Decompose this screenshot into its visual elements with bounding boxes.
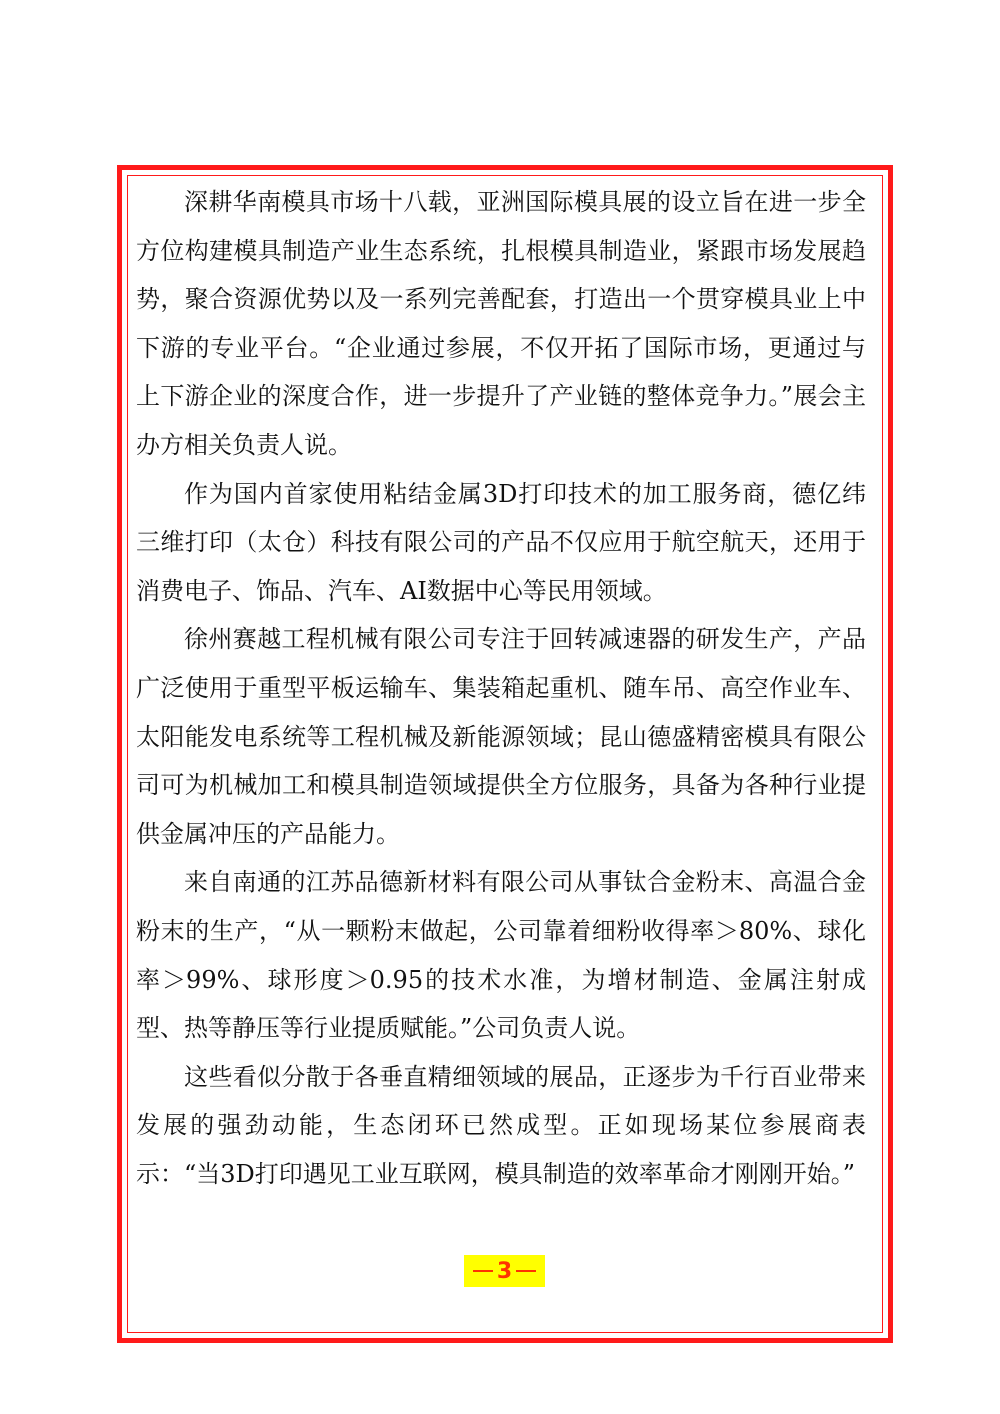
paragraph-powder-materials: 来自南通的江苏品德新材料有限公司从事钛合金粉末、高温合金粉末的生产，“从一颗粉末做起，公司靠着细粉收得率＞80%、球化率＞99%、球形度＞0.95的技术水准，为增材制造、金属注射成型、热等静压等行业提质赋能。”公司负责人说。 (136, 868, 866, 1043)
page-number-badge (464, 1255, 545, 1287)
article-body (136, 178, 866, 1198)
paragraph-conclusion: 这些看似分散于各垂直精细领域的展品，正逐步为千行百业带来发展的强劲动能，生态闭环已然成型。正如现场某位参展商表示：“当3D打印遇见工业互联网，模具制造的效率革命才刚刚开始。” (136, 1062, 866, 1188)
paragraph-mold-exhibition: 深耕华南模具市场十八载，亚洲国际模具展的设立旨在进一步全方位构建模具制造产业生态系统，扎根模具制造业，紧跟市场发展趋势，聚合资源优势以及一系列完善配套，打造出一个贯穿模具业上中下游的专业平台。“企业通过参展，不仅开拓了国际市场，更通过与上下游企业的深度合作，进一步提升了产业链的整体竞争力。”展会主办方相关负责人说。 (136, 188, 866, 459)
page-number-left-dash (473, 1270, 493, 1272)
paragraph-3d-printing-company: 作为国内首家使用粘结金属3D打印技术的加工服务商，德亿纬三维打印（太仓）科技有限公司的产品不仅应用于航空航天，还用于消费电子、饰品、汽车、AI数据中心等民用领域。 (136, 479, 866, 605)
page-number: 3 (496, 1258, 513, 1284)
paragraph-machinery-companies: 徐州赛越工程机械有限公司专注于回转减速器的研发生产，产品广泛使用于重型平板运输车、集装箱起重机、随车吊、高空作业车、太阳能发电系统等工程机械及新能源领域；昆山德盛精密模具有限公司可为机械加工和模具制造领域提供全方位服务，具备为各种行业提供金属冲压的产品能力。 (136, 625, 866, 848)
page-number-right-dash (516, 1270, 536, 1272)
